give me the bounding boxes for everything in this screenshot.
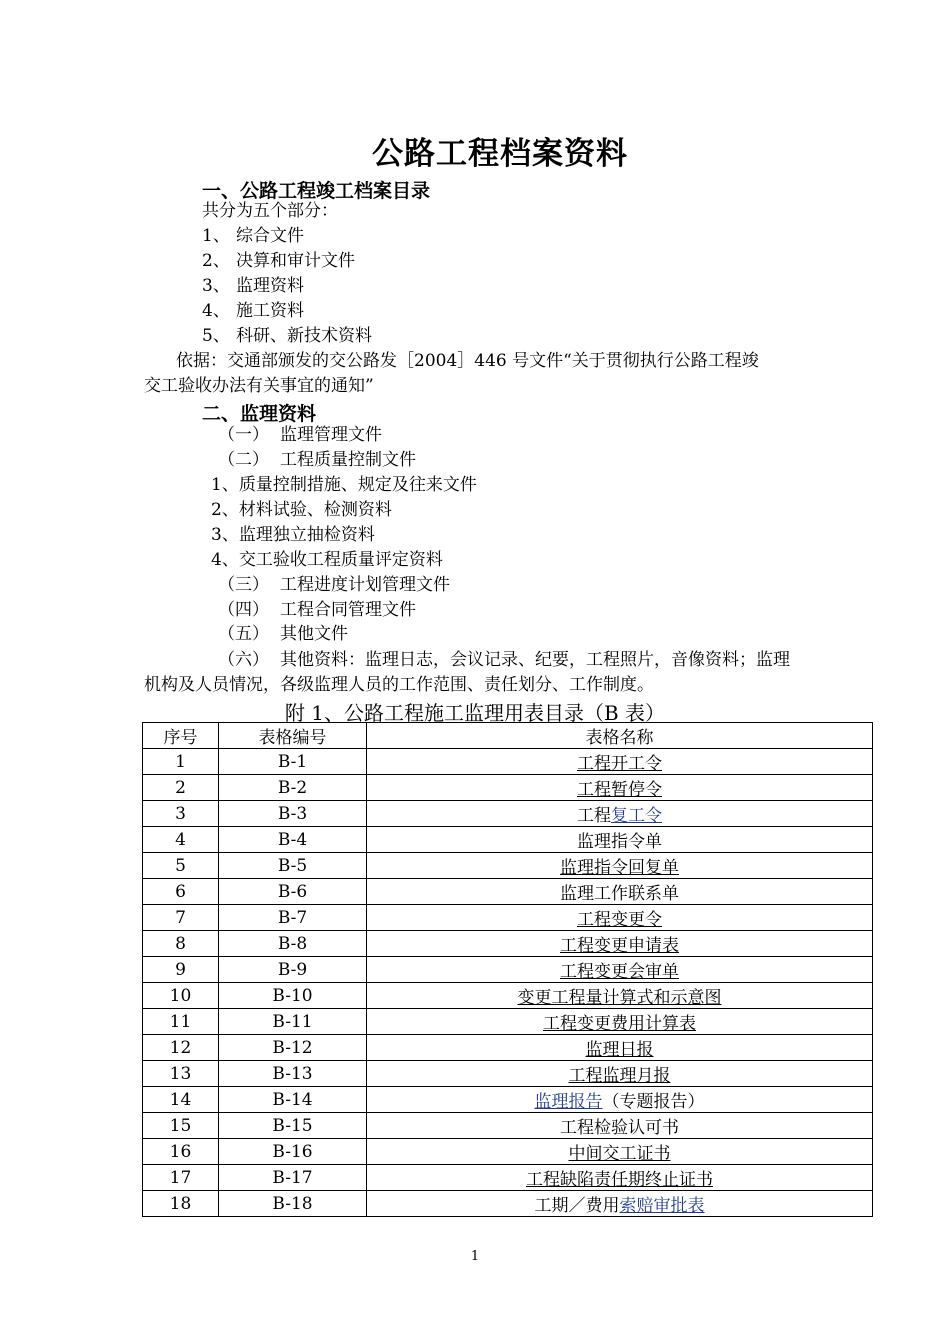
form-name-cell [367, 879, 873, 905]
form-code: B-15 [219, 1113, 367, 1139]
form-code: B-3 [219, 801, 367, 827]
table-row [143, 1113, 873, 1139]
row-number: 6 [143, 879, 219, 905]
form-name-link[interactable]: 工程变更申请表 [560, 936, 679, 956]
row-number: 12 [143, 1035, 219, 1061]
form-name-cell [367, 1113, 873, 1139]
row-number: 9 [143, 957, 219, 983]
form-name-cell [367, 1061, 873, 1087]
table-row [143, 801, 873, 827]
paren-item: （三） 工程进度计划管理文件 [218, 575, 450, 595]
sub-item: 4、交工验收工程质量评定资料 [211, 550, 443, 570]
form-name-link[interactable]: 工程暂停令 [577, 780, 662, 800]
form-name-link[interactable]: 工程变更费用计算表 [543, 1014, 696, 1034]
basis-text-cont: 交工验收办法有关事宜的通知” [144, 376, 374, 396]
table-header-row [143, 723, 873, 749]
form-name-link[interactable]: 工程监理月报 [568, 1066, 671, 1086]
list-item: 1、 综合文件 [202, 226, 304, 246]
table-row [143, 1061, 873, 1087]
row-number: 7 [143, 905, 219, 931]
form-name: 监理工作联系单 [560, 884, 679, 904]
form-name-cell [367, 1165, 873, 1191]
form-name-cell [367, 931, 873, 957]
section1-heading: 一、公路工程竣工档案目录 [202, 180, 431, 202]
table-row [143, 1191, 873, 1217]
form-name-link[interactable]: 监理报告 [534, 1092, 603, 1112]
form-name-link[interactable]: 监理日报 [585, 1040, 654, 1060]
form-code: B-18 [219, 1191, 367, 1217]
row-number: 14 [143, 1087, 219, 1113]
form-index-table [142, 722, 873, 1217]
column-header: 表格名称 [367, 723, 873, 749]
column-header: 序号 [143, 723, 219, 749]
table-row [143, 905, 873, 931]
form-name-cell [367, 801, 873, 827]
row-number: 1 [143, 749, 219, 775]
page-number: 1 [470, 1249, 480, 1264]
form-name-link[interactable]: 工程开工令 [577, 754, 662, 774]
form-name-link[interactable]: 工程变更令 [577, 910, 662, 930]
paren-item: （五） 其他文件 [218, 624, 348, 644]
list-item: 2、 决算和审计文件 [202, 251, 355, 271]
form-name-cell [367, 1191, 873, 1217]
paren-item: （一） 监理管理文件 [218, 425, 382, 445]
sub-item: 2、材料试验、检测资料 [211, 500, 392, 520]
form-name-cell [367, 905, 873, 931]
table-row [143, 1035, 873, 1061]
form-name-cell [367, 983, 873, 1009]
table-row [143, 853, 873, 879]
column-header: 表格编号 [219, 723, 367, 749]
form-name-cell [367, 1139, 873, 1165]
form-code: B-14 [219, 1087, 367, 1113]
table-row [143, 1009, 873, 1035]
form-name-link[interactable]: 工程变更会审单 [560, 962, 679, 982]
row-number: 15 [143, 1113, 219, 1139]
sub-item: 3、监理独立抽检资料 [211, 525, 375, 545]
table-row [143, 957, 873, 983]
form-name-prefix: 工程 [577, 806, 611, 826]
form-code: B-2 [219, 775, 367, 801]
table-row [143, 749, 873, 775]
form-name-link[interactable]: 监理指令回复单 [560, 858, 679, 878]
row-number: 2 [143, 775, 219, 801]
paren-item: （四） 工程合同管理文件 [218, 600, 416, 620]
form-name-prefix: 工期／费用 [534, 1196, 620, 1216]
form-name-link[interactable]: 中间交工证书 [568, 1144, 671, 1164]
document-title: 公路工程档案资料 [372, 136, 628, 172]
list-item: 3、 监理资料 [202, 276, 304, 296]
list-item: 4、 施工资料 [202, 301, 304, 321]
form-name-cell [367, 957, 873, 983]
form-code: B-8 [219, 931, 367, 957]
row-number: 8 [143, 931, 219, 957]
form-name-cell [367, 775, 873, 801]
row-number: 11 [143, 1009, 219, 1035]
row-number: 10 [143, 983, 219, 1009]
form-code: B-5 [219, 853, 367, 879]
form-name-cell [367, 749, 873, 775]
form-name: 监理指令单 [577, 832, 662, 852]
form-code: B-1 [219, 749, 367, 775]
form-code: B-10 [219, 983, 367, 1009]
paren-item: （六） 其他资料：监理日志，会议记录、纪要，工程照片，音像资料；监理 [218, 650, 790, 670]
table-row [143, 879, 873, 905]
row-number: 13 [143, 1061, 219, 1087]
form-code: B-6 [219, 879, 367, 905]
table-row [143, 775, 873, 801]
table-row [143, 1139, 873, 1165]
form-code: B-7 [219, 905, 367, 931]
form-code: B-4 [219, 827, 367, 853]
row-number: 18 [143, 1191, 219, 1217]
table-row [143, 1165, 873, 1191]
form-code: B-12 [219, 1035, 367, 1061]
basis-text: 依据：交通部颁发的交公路发［2004］446 号文件“关于贯彻执行公路工程竣 [176, 351, 759, 371]
form-name-link[interactable]: 索赔审批表 [619, 1196, 705, 1216]
sub-item: 1、质量控制措施、规定及往来文件 [211, 475, 477, 495]
row-number: 17 [143, 1165, 219, 1191]
form-name-link[interactable]: 复工令 [611, 806, 662, 826]
paren-item: （二） 工程质量控制文件 [218, 450, 416, 470]
table-row [143, 1087, 873, 1113]
form-code: B-9 [219, 957, 367, 983]
form-code: B-13 [219, 1061, 367, 1087]
paren-item-cont: 机构及人员情况，各级监理人员的工作范围、责任划分、工作制度。 [144, 675, 654, 695]
form-name-suffix: （专题报告） [602, 1092, 705, 1112]
row-number: 16 [143, 1139, 219, 1165]
table-caption: 附 1、公路工程施工监理用表目录（B 表） [284, 701, 666, 725]
table-row [143, 827, 873, 853]
row-number: 5 [143, 853, 219, 879]
form-name-cell [367, 827, 873, 853]
table-row [143, 983, 873, 1009]
table-row [143, 931, 873, 957]
form-name-cell [367, 853, 873, 879]
section1-intro: 共分为五个部分： [202, 201, 338, 221]
form-name-cell [367, 1035, 873, 1061]
row-number: 4 [143, 827, 219, 853]
section2-heading: 二、监理资料 [202, 403, 317, 425]
form-code: B-17 [219, 1165, 367, 1191]
form-code: B-16 [219, 1139, 367, 1165]
form-name-cell [367, 1009, 873, 1035]
form-name-cell [367, 1087, 873, 1113]
list-item: 5、 科研、新技术资料 [202, 326, 372, 346]
form-name-link[interactable]: 工程缺陷责任期终止证书 [526, 1170, 713, 1190]
form-name: 工程检验认可书 [560, 1118, 679, 1138]
form-name-link[interactable]: 变更工程量计算式和示意图 [517, 988, 722, 1008]
form-code: B-11 [219, 1009, 367, 1035]
row-number: 3 [143, 801, 219, 827]
